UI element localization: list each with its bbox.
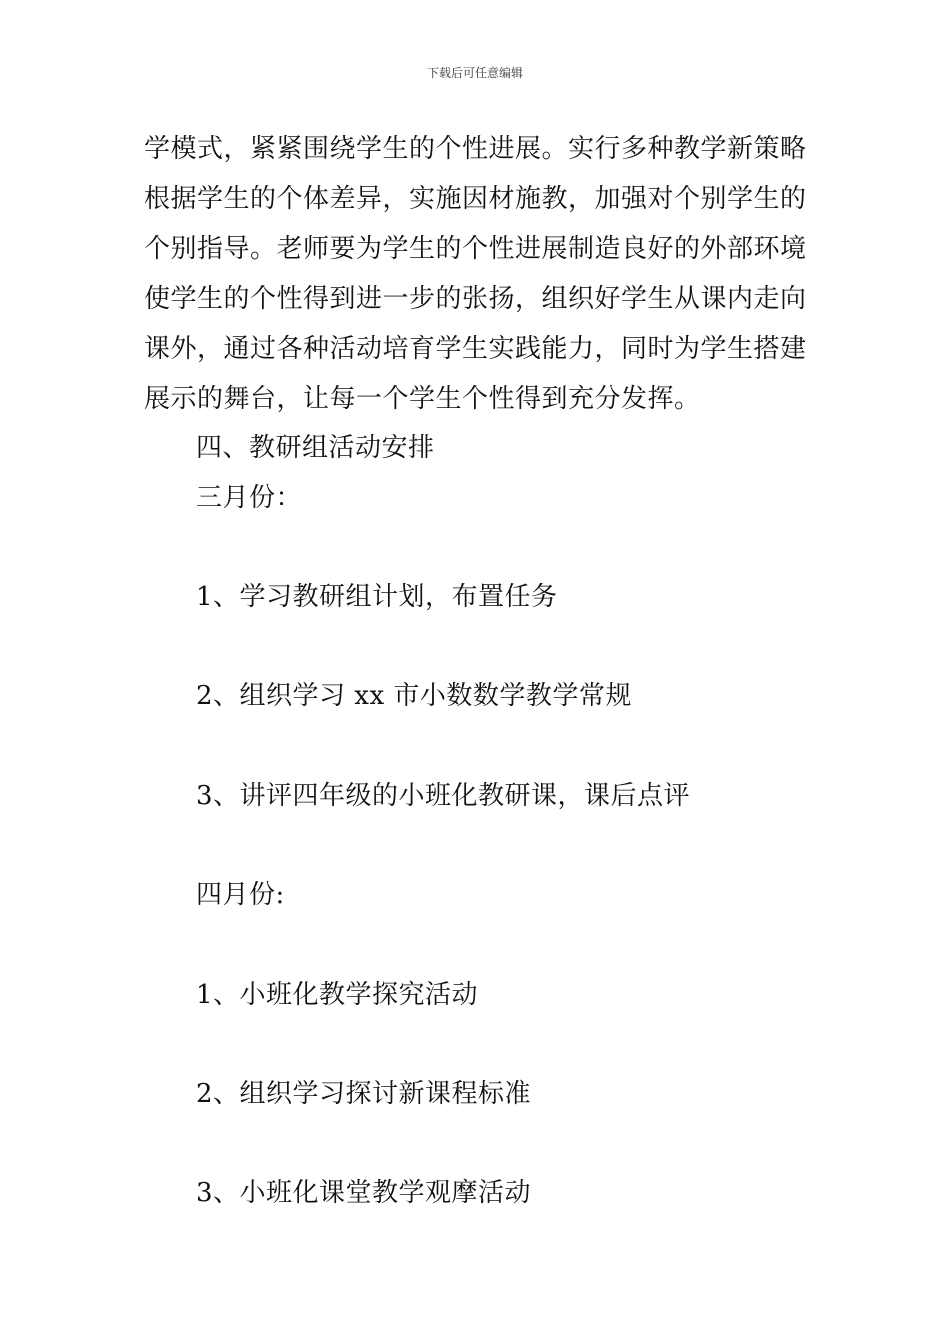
april-item-2: 2、组织学习探讨新课程标准 bbox=[196, 1079, 532, 1109]
april-item-3: 3、小班化课堂教学观摩活动 bbox=[196, 1178, 532, 1208]
march-item-3: 3、讲评四年级的小班化教研课，课后点评 bbox=[196, 781, 691, 811]
april-title: 四月份: bbox=[196, 880, 285, 910]
paragraph-line: 学模式，紧紧围绕学生的个性进展。实行多种教学新策略 bbox=[144, 134, 807, 164]
march-item-2: 2、组织学习 xx 市小数数学教学常规 bbox=[196, 681, 632, 711]
paragraph-line: 根据学生的个体差异，实施因材施教，加强对个别学生的 bbox=[144, 184, 807, 214]
body-paragraph bbox=[144, 124, 814, 424]
page-header-note: 下载后可任意编辑 bbox=[426, 66, 523, 80]
paragraph-line: 展示的舞台，让每一个学生个性得到充分发挥。 bbox=[144, 384, 701, 414]
paragraph-line: 个别指导。老师要为学生的个性进展制造良好的外部环境 bbox=[144, 234, 807, 264]
march-title: 三月份： bbox=[196, 483, 303, 513]
section-heading: 四、教研组活动安排 bbox=[196, 433, 435, 463]
march-item-1: 1、学习教研组计划，布置任务 bbox=[196, 582, 558, 612]
april-item-1: 1、小班化教学探究活动 bbox=[196, 980, 479, 1010]
paragraph-line: 使学生的个性得到进一步的张扬，组织好学生从课内走向 bbox=[144, 284, 807, 314]
paragraph-line: 课外，通过各种活动培育学生实践能力，同时为学生搭建 bbox=[144, 334, 807, 364]
